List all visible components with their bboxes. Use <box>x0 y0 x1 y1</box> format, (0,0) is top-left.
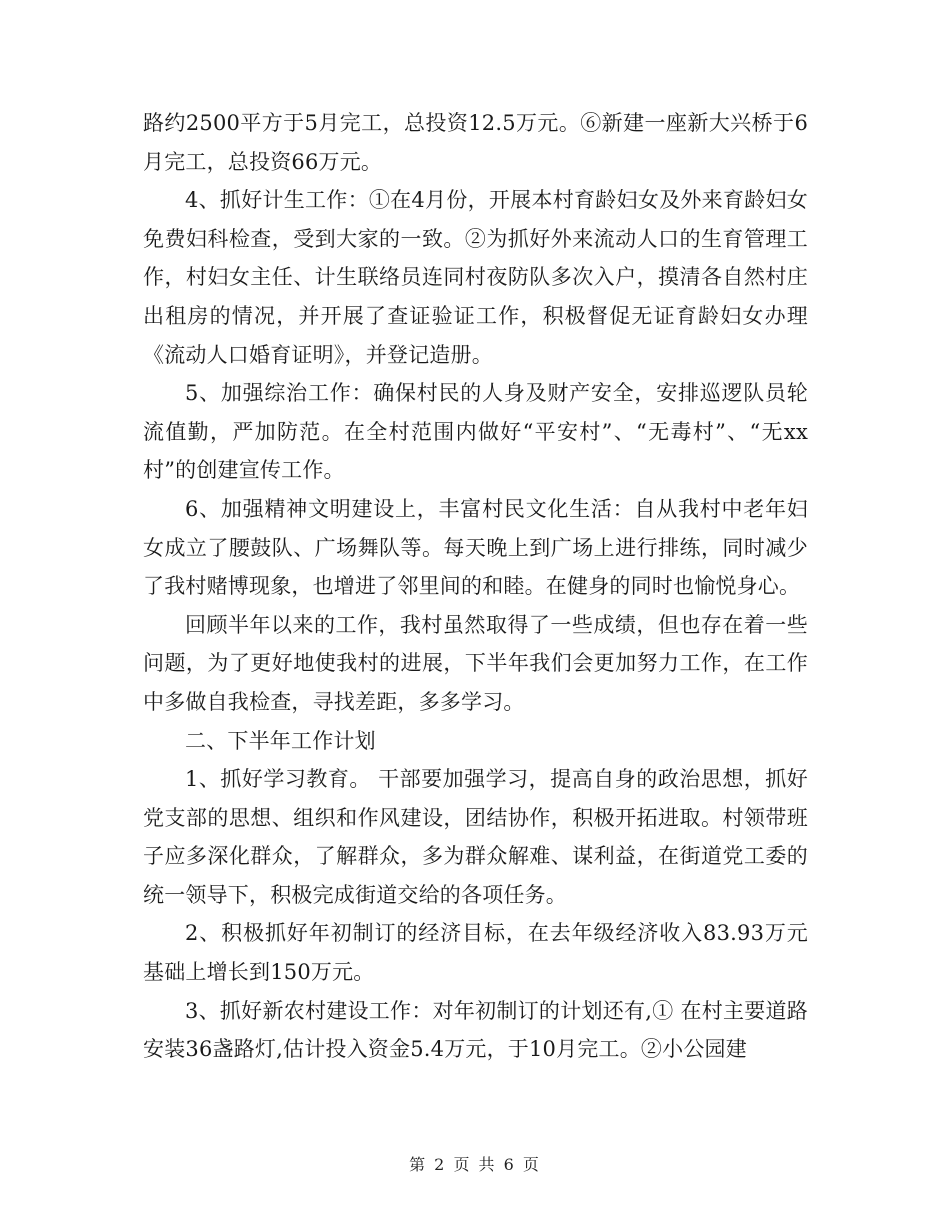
page-number-footer: 第 2 页 共 6 页 <box>409 1155 541 1174</box>
paragraph-8: 3、抓好新农村建设工作：对年初制订的计划还有,① 在村主要道路安装36盏路灯,估计投入资金5.4万元，于10月完工。②小公园建 <box>143 998 808 1062</box>
paragraph-7: 2、积极抓好年初制订的经济目标，在去年级经济收入83.93万元基础上增长到150万元。 <box>143 921 808 985</box>
paragraph-6: 1、抓好学习教育。 干部要加强学习，提高自身的政治思想，抓好党支部的思想、组织和作风建设，团结协作，积极开拓进取。村领带班子应多深化群众，了解群众，多为群众解难、谋利益，在街道党工委的统一领导下，积极完成街道交给的各项任务。 <box>143 767 808 907</box>
paragraph-5: 回顾半年以来的工作，我村虽然取得了一些成绩，但也存在着一些问题，为了更好地使我村的进展，下半年我们会更加努力工作，在工作中多做自我检查，寻找差距，多多学习。 <box>143 612 808 714</box>
paragraph-3: 5、加强综治工作：确保村民的人身及财产安全，安排巡逻队员轮流值勤，严加防范。在全村范围内做好“平安村”、“无毒村”、“无xx村”的创建宣传工作。 <box>143 381 808 483</box>
paragraph-1: 路约2500平方于5月完工，总投资12.5万元。⑥新建一座新大兴桥于6月完工，总投资66万元。 <box>143 111 808 174</box>
paragraph-2: 4、抓好计生工作：①在4月份，开展本村育龄妇女及外来育龄妇女免费妇科检查，受到大家的一致。②为抓好外来流动人口的生育管理工作，村妇女主任、计生联络员连同村夜防队多次入户，摸清各自然村庄出租房的情况，并开展了查证验证工作，积极督促无证育龄妇女办理《流动人口婚育证明》，并登记造册。 <box>143 188 808 367</box>
section-heading: 二、下半年工作计划 <box>185 728 376 753</box>
document-body <box>143 104 808 1069</box>
paragraph-4: 6、加强精神文明建设上，丰富村民文化生活：自从我村中老年妇女成立了腰鼓队、广场舞队等。每天晚上到广场上进行排练，同时减少了我村赌博现象，也增进了邻里间的和睦。在健身的同时也愉悦身心。 <box>143 496 808 599</box>
